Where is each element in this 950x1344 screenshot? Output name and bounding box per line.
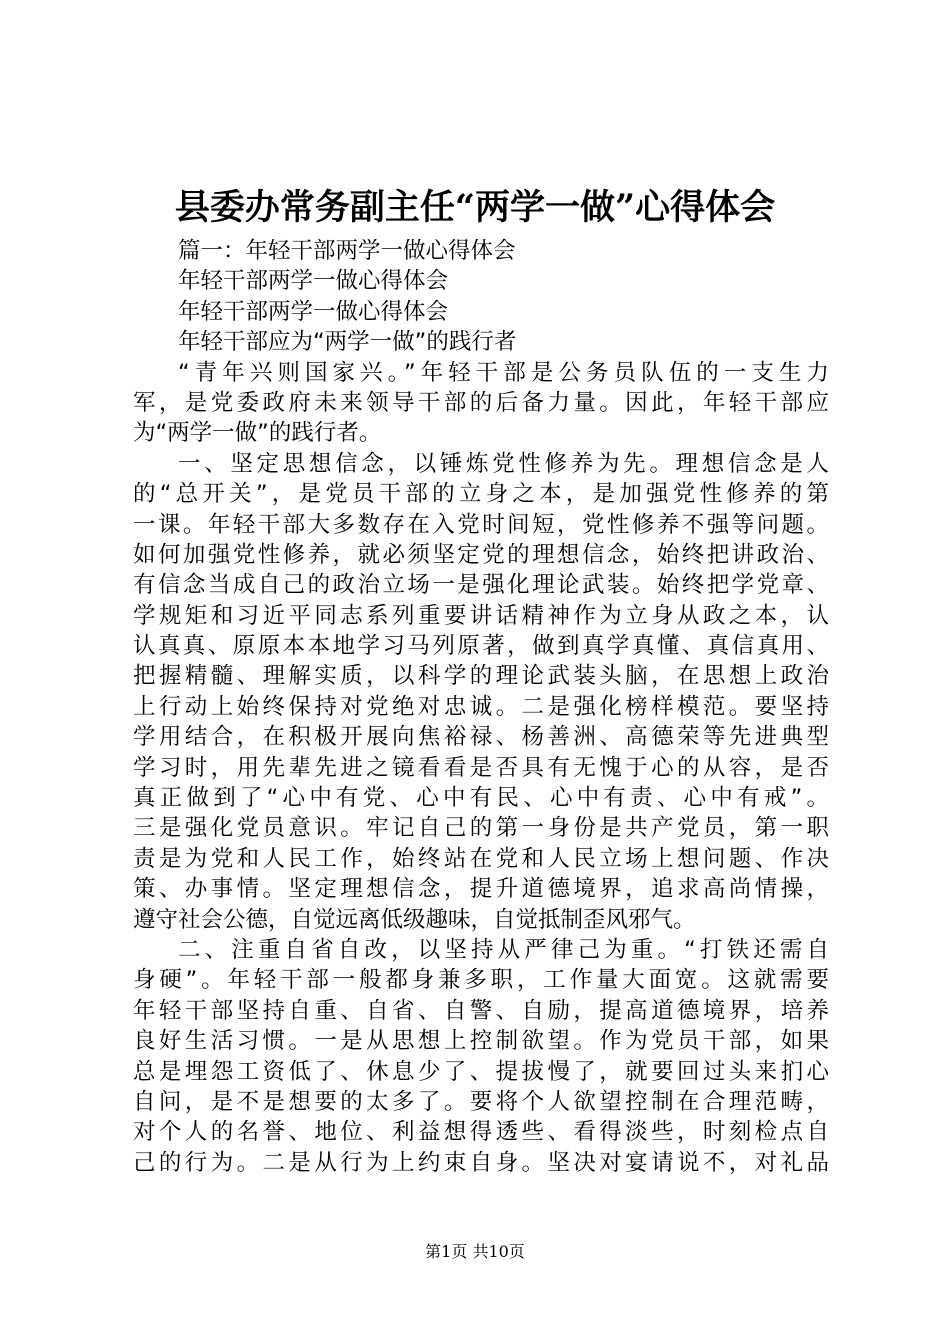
text-line: 认真真、原原本本地学习马列原著，做到真学真懂、真信真用、	[133, 633, 829, 660]
text-line: 二、注重自省自改，以坚持从严律己为重。“打铁还需自	[178, 936, 829, 963]
text-line: 军，是党委政府未来领导干部的后备力量。因此，年轻干部应	[133, 389, 829, 416]
page-footer: 第1页 共10页	[425, 1242, 525, 1261]
text-line: 遵守社会公德，自觉远离低级趣味，自觉抵制歪风邪气。	[133, 906, 696, 933]
text-line: 自问，是不是想要的太多了。要将个人欲望控制在合理范畴，	[133, 1088, 829, 1115]
text-line: 如何加强党性修养，就必须坚定党的理想信念，始终把讲政治、	[133, 541, 829, 568]
text-line: 责是为党和人民工作，始终站在党和人民立场上想问题、作决	[133, 845, 829, 872]
text-line: 为“两学一做”的践行者。	[133, 420, 382, 447]
text-line: 学用结合，在积极开展向焦裕禄、杨善洲、高德荣等先进典型	[133, 724, 829, 751]
text-line: 三是强化党员意识。牢记自己的第一身份是共产党员，第一职	[133, 815, 829, 842]
text-line: 对个人的名誉、地位、利益想得透些、看得淡些，时刻检点自	[133, 1119, 829, 1146]
text-line: 良好生活习惯。一是从思想上控制欲望。作为党员干部，如果	[133, 1028, 829, 1055]
text-line: 年轻干部两学一做心得体会	[178, 298, 449, 325]
text-line: 有信念当成自己的政治立场一是强化理论武装。始终把学党章、	[133, 572, 829, 599]
text-line: 把握精髓、理解实质，以科学的理论武装头脑，在思想上政治	[133, 663, 829, 690]
text-line: “青年兴则国家兴。”年轻干部是公务员队伍的一支生力	[178, 359, 829, 386]
text-line: 上行动上始终保持对党绝对忠诚。二是强化榜样模范。要坚持	[133, 693, 829, 720]
text-line: 年轻干部应为“两学一做”的践行者	[178, 329, 517, 356]
text-line: 篇一：年轻干部两学一做心得体会	[178, 238, 516, 264]
text-line: 一、坚定思想信念，以锤炼党性修养为先。理想信念是人	[178, 450, 829, 477]
text-line: 总是埋怨工资低了、休息少了、提拔慢了，就要回过头来扪心	[133, 1058, 829, 1085]
text-line: 学规矩和习近平同志系列重要讲话精神作为立身从政之本，认	[133, 602, 829, 629]
text-line: 身硬”。年轻干部一般都身兼多职，工作量大面宽。这就需要	[133, 967, 829, 994]
text-line: 年轻干部两学一做心得体会	[178, 268, 449, 295]
text-line: 真正做到了“心中有党、心中有民、心中有责、心中有戒”。	[133, 785, 829, 812]
text-line: 年轻干部坚持自重、自省、自警、自励，提高道德境界，培养	[133, 997, 829, 1024]
text-line: 的“总开关”，是党员干部的立身之本，是加强党性修养的第	[133, 481, 829, 508]
text-line: 学习时，用先辈先进之镜看看是否具有无愧于心的从容，是否	[133, 754, 829, 781]
text-line: 策、办事情。坚定理想信念，提升道德境界，追求高尚情操，	[133, 876, 829, 903]
text-line: 己的行为。二是从行为上约束自身。坚决对宴请说不，对礼品	[133, 1149, 829, 1176]
text-line: 一课。年轻干部大多数存在入党时间短，党性修养不强等问题。	[133, 511, 829, 538]
document-title: 县委办常务副主任“两学一做”心得体会	[174, 187, 776, 228]
document-body	[133, 236, 829, 1178]
